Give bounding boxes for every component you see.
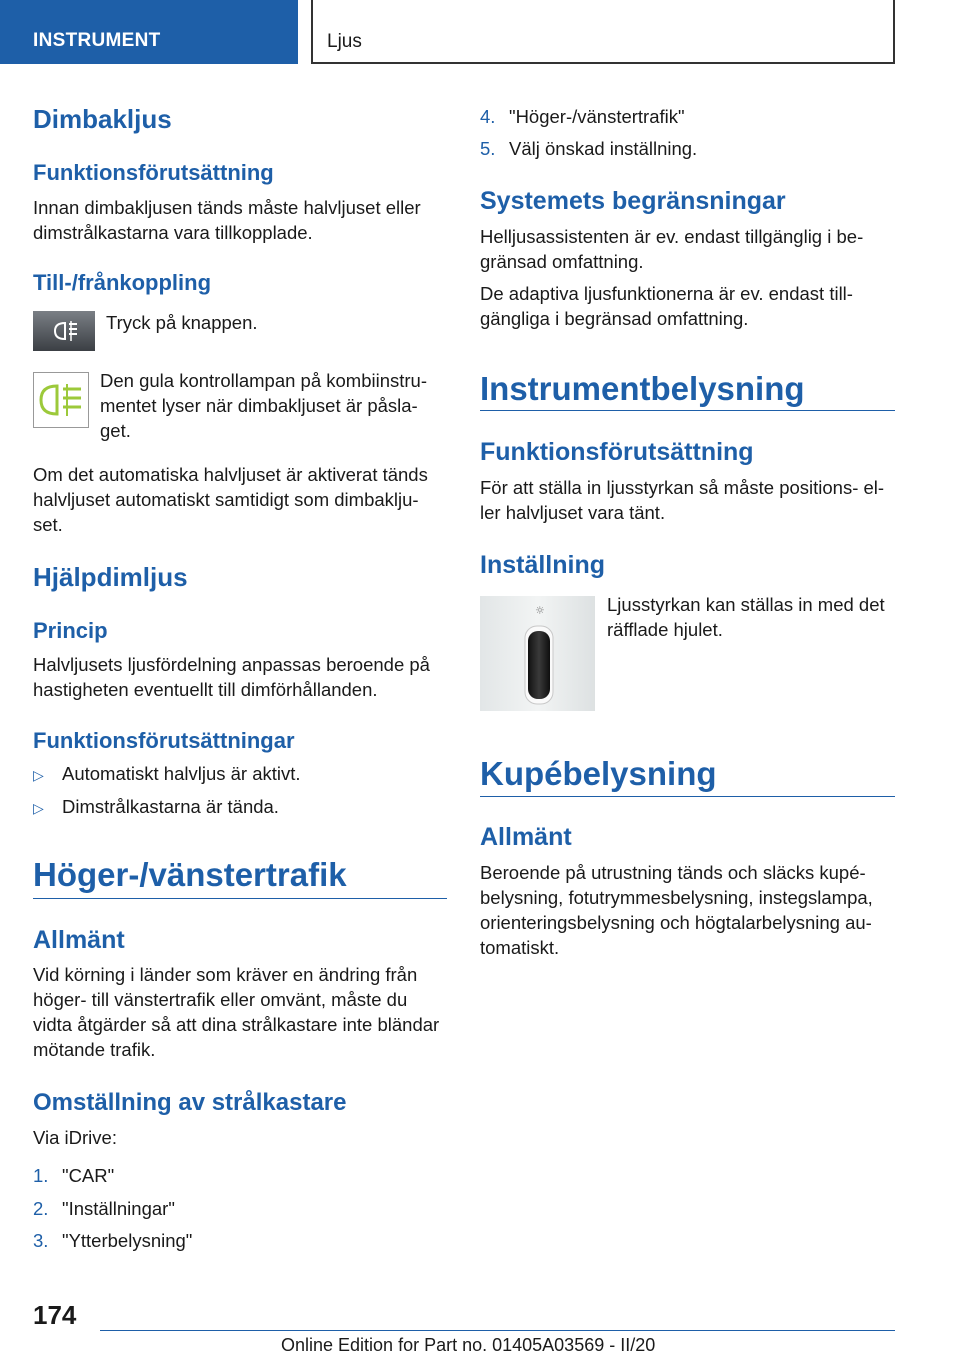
dimmer-wheel-icon: [480, 596, 595, 711]
list-item: 2. "Inställningar": [33, 1198, 175, 1219]
heading-funktionsforutsattning: Funktionsförutsättning: [480, 438, 754, 466]
list-item: 5. Välj önskad inställning.: [480, 138, 698, 159]
paragraph-funk1: Innan dimbakljusen tänds måste halvljuset eller dimstrålkastarna vara tillkopplade.: [33, 197, 421, 243]
paragraph-allmant: Beroende på utrustning tänds och släcks kupé-belysning, fotutrymmesbelysning, instegslampa, orienteringsbelysning och högtalarbelysning au-tomatiskt.: [480, 862, 873, 958]
heading-systemets-begransningar: Systemets begränsningar: [480, 187, 786, 215]
list-item: ▷ Automatiskt halvljus är aktivt.: [33, 761, 301, 788]
list-item: 3. "Ytterbelysning": [33, 1230, 193, 1251]
heading-installning: Inställning: [480, 551, 605, 579]
section-rule: [33, 898, 447, 899]
heading-hoger-vanstertrafik: Höger-/vänstertrafik: [33, 856, 347, 893]
paragraph-automatiska: Om det automatiska halvljuset är aktiverat tänds halvljuset automatiskt samtidigt som dimbaklju-set.: [33, 464, 428, 535]
rear-fog-button-icon: [33, 311, 95, 351]
page-number: 174: [33, 1300, 77, 1330]
paragraph-princip: Halvljusets ljusfördelning anpassas beroende på hastigheten eventuellt till dimförhållanden.: [33, 654, 430, 700]
paragraph-gula-kontrollampan: Den gula kontrollampan på kombiinstru-mentet lyser när dimbakljuset är påsla-get.: [100, 370, 428, 441]
section-rule: [480, 410, 895, 411]
section-rule: [480, 796, 895, 797]
heading-funktionsforutsattning: Funktionsförutsättning: [33, 160, 274, 185]
heading-dimbakljus: Dimbakljus: [33, 104, 172, 134]
heading-allmant: Allmänt: [33, 926, 125, 954]
heading-hjalpdimljus: Hjälpdimljus: [33, 562, 188, 592]
triangle-bullet-icon: ▷: [33, 800, 44, 816]
paragraph-allmant: Vid körning i länder som kräver en ändring från höger- till vänstertrafik eller omvänt, måste du vidta åtgärder så att dina strålkastare inte bländar mötande trafik.: [33, 964, 440, 1060]
paragraph-funk3: För att ställa in ljusstyrkan så måste positions- el-ler halvljuset vara tänt.: [480, 477, 885, 523]
heading-funktionsforutsattningar: Funktionsförutsättningar: [33, 728, 295, 753]
chapter-tab: [311, 0, 895, 64]
rear-fog-indicator-icon: [33, 372, 89, 428]
heading-omstallning: Omställning av strålkastare: [33, 1089, 347, 1116]
footer-rule: [100, 1330, 895, 1331]
svg-text:☼: ☼: [535, 604, 545, 617]
chapter-title: Ljus: [327, 31, 362, 52]
heading-allmant: Allmänt: [480, 823, 572, 851]
edition-text: Online Edition for Part no. 01405A03569 - II/20: [281, 1335, 656, 1355]
list-item: 4. "Höger-/vänstertrafik": [480, 106, 685, 127]
paragraph-tryck: Tryck på knappen.: [106, 312, 258, 333]
paragraph-via-idrive: Via iDrive:: [33, 1127, 117, 1148]
list-item: ▷ Dimstrålkastarna är tända.: [33, 794, 279, 821]
heading-till-frankoppling: Till-/frånkoppling: [33, 270, 212, 295]
paragraph-sys1: Helljusassistenten är ev. endast tillgänglig i be-gränsad omfattning.: [480, 226, 864, 272]
paragraph-sys2: De adaptiva ljusfunktionerna är ev. endast till-gängliga i begränsad omfattning.: [480, 283, 853, 329]
heading-princip: Princip: [33, 618, 108, 643]
paragraph-installning: Ljusstyrkan kan ställas in med det räfflade hjulet.: [607, 594, 885, 640]
section-title: INSTRUMENT: [33, 30, 161, 51]
heading-instrumentbelysning: Instrumentbelysning: [480, 370, 805, 407]
triangle-bullet-icon: ▷: [33, 767, 44, 783]
list-item: 1. "CAR": [33, 1165, 115, 1186]
section-tab: [0, 0, 298, 64]
heading-kupebelysning: Kupébelysning: [480, 755, 717, 792]
